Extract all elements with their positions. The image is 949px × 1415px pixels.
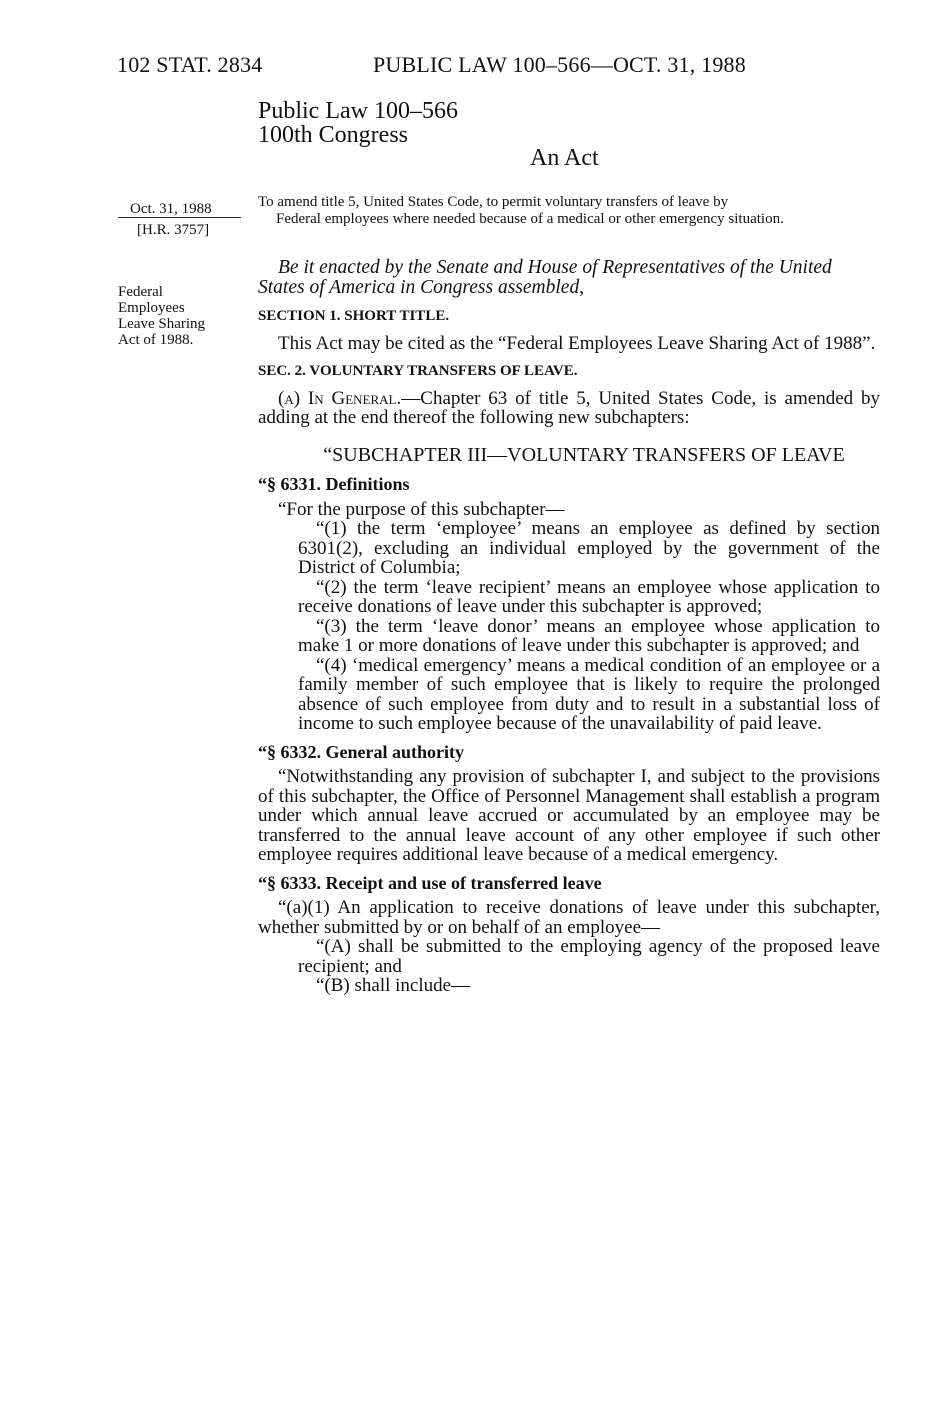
subchapter-heading: “SUBCHAPTER III—VOLUNTARY TRANSFERS OF LEAVE (323, 443, 845, 466)
section-6333-heading: “§ 6333. Receipt and use of transferred leave (258, 872, 602, 893)
definition-2: “(2) the term ‘leave recipient’ means an employee whose application to receive donations of leave under this subchapter is approved; (298, 576, 880, 617)
running-title: PUBLIC LAW 100–566—OCT. 31, 1988 (373, 52, 746, 77)
margin-note-line: Act of 1988. (118, 332, 194, 348)
margin-note-line: Employees (118, 300, 185, 316)
section-2-paragraph-a (258, 389, 880, 428)
section-1-text: This Act may be cited as the “Federal Employees Leave Sharing Act of 1988”. (278, 332, 876, 354)
section-6332-heading: “§ 6332. General authority (258, 741, 464, 762)
section-2-a-lead: (a) In General. (278, 387, 402, 409)
section-2-a-text: —Chapter 63 of title 5, United States Code, is amended by adding at the end thereof the following new subchapters: (258, 387, 881, 428)
section-6333-a1-A: “(A) shall be submitted to the employing agency of the proposed leave recipient; and (298, 936, 880, 977)
page-stat-number: 102 STAT. 2834 (117, 52, 263, 77)
definition-4: “(4) ‘medical emergency’ means a medical condition of an employee or a family member of such employee that is likely to require the prolonged absence of such employee from duty and to result in a substantial loss of income to such employee because of the unavailability of paid leave. (298, 654, 880, 734)
definition-3: “(3) the term ‘leave donor’ means an employee whose application to make 1 or more donations of leave under this subchapter is approved; and (298, 615, 880, 656)
section-2-heading: SEC. 2. VOLUNTARY TRANSFERS OF LEAVE. (258, 363, 578, 379)
section-6333-a1: “(a)(1) An application to receive donations of leave under this subchapter, whether submitted by or on behalf of an employee— (258, 897, 880, 938)
margin-rule (118, 217, 241, 218)
section-6331-heading: “§ 6331. Definitions (258, 474, 410, 494)
margin-note-line: Leave Sharing (118, 316, 206, 332)
act-body (258, 258, 880, 996)
section-1-heading: SECTION 1. SHORT TITLE. (258, 308, 450, 324)
act-preamble (258, 194, 880, 228)
section-6333-a1-B: “(B) shall include— (316, 975, 471, 996)
congress-number: 100th Congress (258, 122, 408, 148)
margin-date: Oct. 31, 1988 (130, 201, 212, 217)
definition-1: “(1) the term ‘employee’ means an employee as defined by section 6301(2), excluding an individual employed by the government of the District of Columbia; (298, 518, 880, 578)
section-6331-intro: “For the purpose of this subchapter— (278, 498, 565, 520)
section-6332-text: “Notwithstanding any provision of subchapter I, and subject to the provisions of this subchapter, the Office of Personnel Management shall establish a program under which annual leave accrued or accumulated by an employee may be transferred to the annual leave account of any other employee if such other employee requires additional leave because of a medical emergency. (258, 766, 880, 865)
margin-bill-number: [H.R. 3757] (137, 222, 210, 238)
law-number: Public Law 100–566 (258, 98, 458, 124)
enacting-clause: Be it enacted by the Senate and House of Representatives of the United States of America in Congress assembled, (258, 257, 832, 298)
an-act-heading: An Act (530, 145, 599, 171)
margin-note-line: Federal (118, 284, 163, 300)
preamble-line-1: To amend title 5, United States Code, to permit voluntary transfers of leave by (258, 194, 729, 210)
margin-short-title-note (118, 284, 205, 348)
preamble-line-2: Federal employees where needed because of a medical or other emergency situation. (276, 211, 784, 227)
